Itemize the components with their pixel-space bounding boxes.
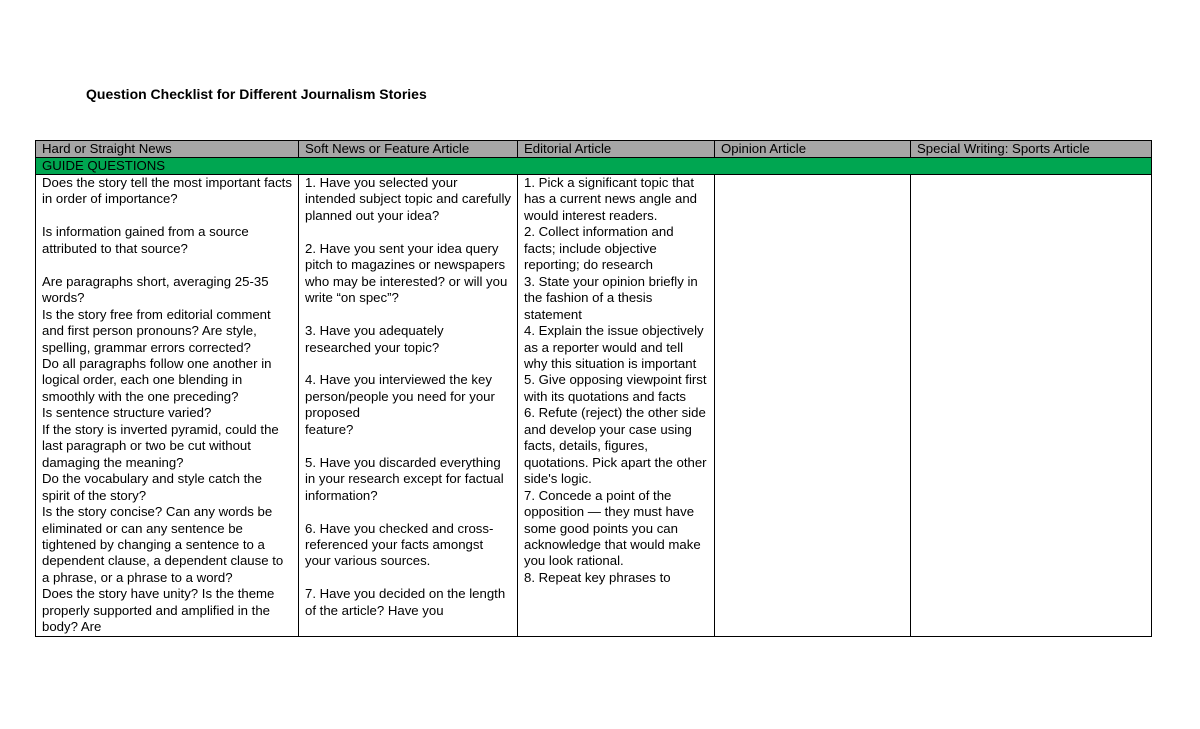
guide-questions-label: GUIDE QUESTIONS — [36, 158, 1152, 175]
soft-news-questions: 1. Have you selected your intended subject topic and carefully planned out your idea? 2. Have you sent your idea query pitch to magazines or newspapers who may be interested? or will you write “on spec”? 3. Have you adequately researched your topic? 4. Have you interviewed the key person/people you need for your proposed feature? 5. Have you discarded everything in your research except for factual information? 6. Have you checked and cross-referenced your facts amongst your various sources. 7. Have you decided on the length of the article? Have you — [299, 175, 518, 637]
checklist-table — [35, 140, 1152, 637]
header-row — [36, 141, 1152, 158]
hard-news-questions: Does the story tell the most important facts in order of importance? Is information gained from a source attributed to that source? Are paragraphs short, averaging 25-35 words? Is the story free from editorial comment and first person pronouns? Are style, spelling, grammar errors corrected? Do all paragraphs follow one another in logical order, each one blending in smoothly with the one preceding? Is sentence structure varied? If the story is inverted pyramid, could the last paragraph or two be cut without damaging the meaning? Do the vocabulary and style catch the spirit of the story? Is the story concise? Can any words be eliminated or can any sentence be tightened by changing a sentence to a dependent clause, a dependent clause to a phrase, or a phrase to a word? Does the story have unity? Is the theme properly supported and amplified in the body? Are — [36, 175, 299, 637]
questions-row — [36, 175, 1152, 637]
column-header-editorial: Editorial Article — [518, 141, 715, 158]
column-header-hard-news: Hard or Straight News — [36, 141, 299, 158]
document-title: Question Checklist for Different Journalism Stories — [86, 86, 427, 102]
editorial-questions: 1. Pick a significant topic that has a current news angle and would interest readers. 2. Collect information and facts; include objective reporting; do research 3. State your opinion briefly in the fashion of a thesis statement 4. Explain the issue objectively as a reporter would and tell why this situation is important 5. Give opposing viewpoint first with its quotations and facts 6. Refute (reject) the other side and develop your case using facts, details, figures, quotations. Pick apart the other side's logic. 7. Concede a point of the opposition — they must have some good points you can acknowledge that would make you look rational. 8. Repeat key phrases to — [518, 175, 715, 637]
guide-row — [36, 158, 1152, 175]
column-header-sports: Special Writing: Sports Article — [911, 141, 1152, 158]
column-header-opinion: Opinion Article — [715, 141, 911, 158]
column-header-soft-news: Soft News or Feature Article — [299, 141, 518, 158]
sports-questions — [911, 175, 1152, 637]
opinion-questions — [715, 175, 911, 637]
